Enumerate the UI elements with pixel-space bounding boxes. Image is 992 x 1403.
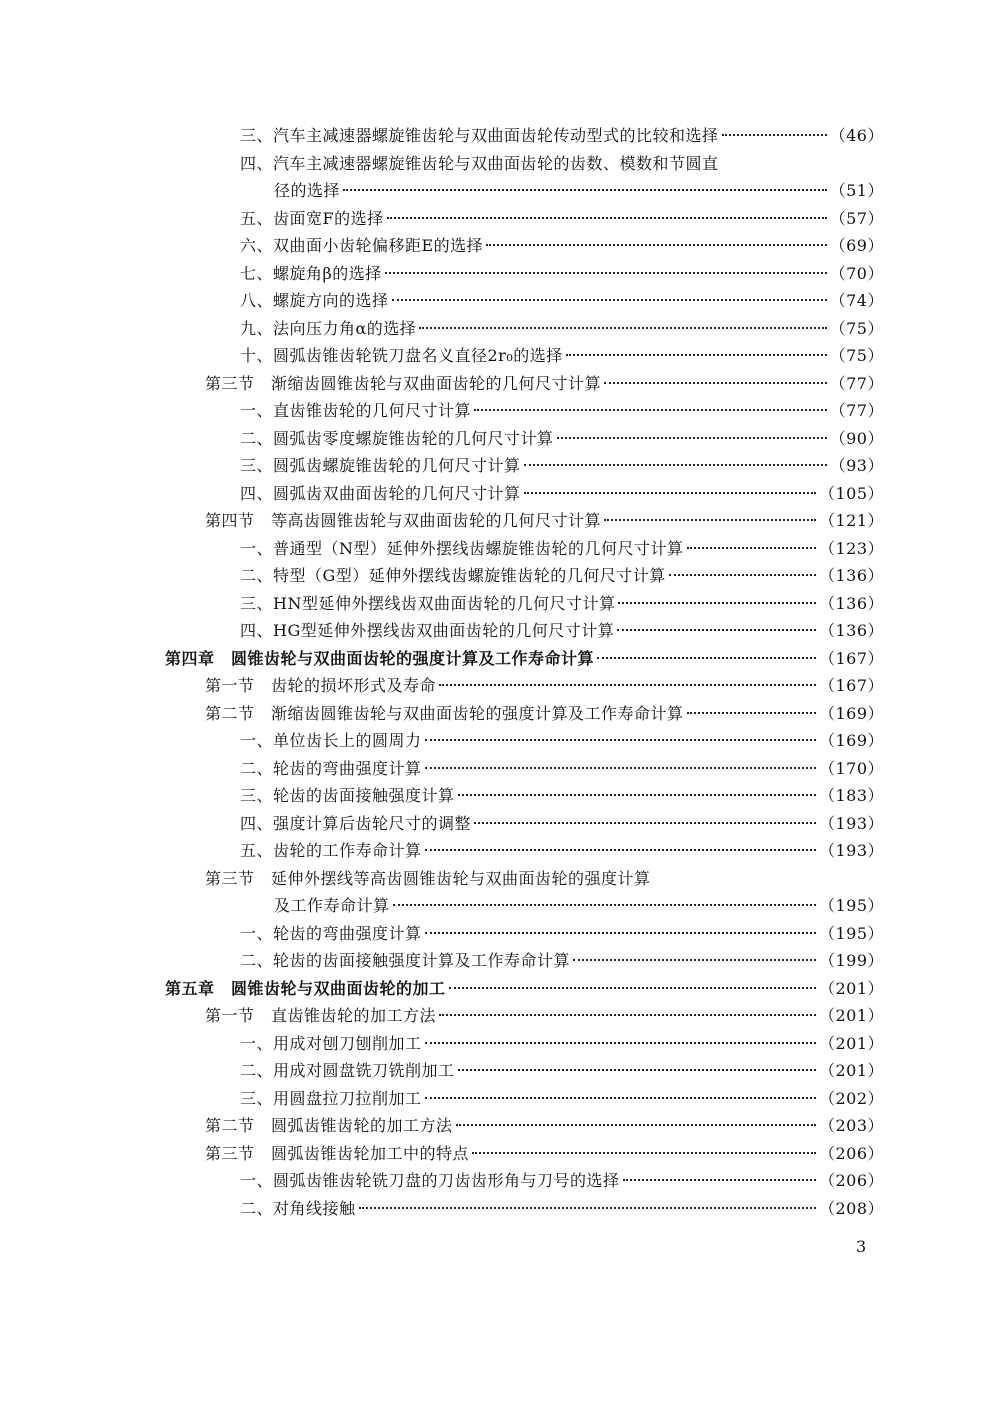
toc-entry-page: （206） xyxy=(818,1144,884,1163)
toc-entry xyxy=(240,564,884,588)
toc-entry-page: （167） xyxy=(818,649,884,668)
toc-entry-title: 九、法向压力角α的选择 xyxy=(240,319,417,338)
toc-entry-page: （77） xyxy=(829,401,884,420)
dot-leader xyxy=(439,1014,816,1016)
toc-entry-title: 第五章 圆锥齿轮与双曲面齿轮的加工 xyxy=(165,979,446,998)
toc-entry xyxy=(240,839,884,863)
toc-entry xyxy=(240,152,719,176)
toc-entry-page: （90） xyxy=(829,429,884,448)
dot-leader xyxy=(425,932,816,934)
toc-entry-page: （51） xyxy=(829,181,884,200)
toc-entry-page: （195） xyxy=(818,924,884,943)
toc-entry-page: （93） xyxy=(829,456,884,475)
toc-entry-page: （75） xyxy=(829,346,884,365)
page-number: 3 xyxy=(856,1237,867,1256)
dot-leader xyxy=(474,409,827,411)
toc-entry xyxy=(240,949,884,973)
toc-entry-title: 二、轮齿的弯曲强度计算 xyxy=(240,759,422,778)
toc-entry-page: （203） xyxy=(818,1116,884,1135)
toc-entry-page: （77） xyxy=(829,374,884,393)
dot-leader xyxy=(458,1069,816,1071)
dot-leader xyxy=(439,684,816,686)
toc-entry xyxy=(205,867,651,891)
toc-entry xyxy=(240,922,884,946)
dot-leader xyxy=(617,629,816,631)
toc-entry xyxy=(240,729,884,753)
dot-leader xyxy=(557,437,827,439)
toc-entry-title: 第一节 直齿锥齿轮的加工方法 xyxy=(205,1006,437,1025)
toc-entry xyxy=(205,372,884,396)
toc-entry xyxy=(274,894,884,918)
toc-entry-title: 四、强度计算后齿轮尺寸的调整 xyxy=(240,814,472,833)
toc-entry xyxy=(240,1032,884,1056)
toc-entry-page: （201） xyxy=(818,1006,884,1025)
toc-entry-page: （201） xyxy=(818,1034,884,1053)
dot-leader xyxy=(393,904,816,906)
toc-entry xyxy=(240,812,884,836)
toc-entry-title: 六、双曲面小齿轮偏移距E的选择 xyxy=(240,236,484,255)
dot-leader xyxy=(425,767,816,769)
toc-entry-title: 第二节 渐缩齿圆锥齿轮与双曲面齿轮的强度计算及工作寿命计算 xyxy=(205,704,684,723)
toc-entry-title: 七、螺旋角β的选择 xyxy=(240,264,382,283)
dot-leader xyxy=(597,657,816,659)
toc-entry-page: （70） xyxy=(829,264,884,283)
toc-entry xyxy=(240,289,884,313)
dot-leader xyxy=(387,217,827,219)
toc-entry-page: （170） xyxy=(818,759,884,778)
toc-entry-page: （74） xyxy=(829,291,884,310)
toc-entry xyxy=(240,619,884,643)
toc-chapter-entry xyxy=(165,647,884,671)
toc-entry xyxy=(240,124,884,148)
toc-entry-page: （121） xyxy=(818,511,884,530)
toc-entry-title: 八、螺旋方向的选择 xyxy=(240,291,389,310)
toc-entry xyxy=(240,482,884,506)
toc-entry-title: 二、圆弧齿零度螺旋锥齿轮的几何尺寸计算 xyxy=(240,429,554,448)
toc-entry xyxy=(240,1087,884,1111)
dot-leader xyxy=(604,519,816,521)
dot-leader xyxy=(474,822,816,824)
toc-entry-title: 第三节 延伸外摆线等高齿圆锥齿轮与双曲面齿轮的强度计算 xyxy=(205,869,651,888)
dot-leader xyxy=(472,1152,816,1154)
dot-leader xyxy=(456,1124,816,1126)
toc-entry-page: （193） xyxy=(818,841,884,860)
dot-leader xyxy=(623,1179,816,1181)
toc-entry-title: 十、圆弧齿锥齿轮铣刀盘名义直径2r₀的选择 xyxy=(240,346,563,365)
toc-entry xyxy=(240,454,884,478)
toc-entry-page: （57） xyxy=(829,209,884,228)
toc-entry xyxy=(240,537,884,561)
toc-entry xyxy=(240,262,884,286)
dot-leader xyxy=(566,354,827,356)
toc-entry-title: 及工作寿命计算 xyxy=(274,896,390,915)
toc-entry xyxy=(240,399,884,423)
dot-leader xyxy=(343,189,827,191)
toc-entry xyxy=(240,207,884,231)
dot-leader xyxy=(722,134,827,136)
toc-entry xyxy=(240,1059,884,1083)
toc-entry xyxy=(240,592,884,616)
toc-entry-title: 三、用圆盘拉刀拉削加工 xyxy=(240,1089,422,1108)
toc-entry-title: 五、齿轮的工作寿命计算 xyxy=(240,841,422,860)
dot-leader xyxy=(687,547,816,549)
toc-entry xyxy=(205,509,884,533)
toc-entry xyxy=(205,1114,884,1138)
toc-entry xyxy=(240,317,884,341)
toc-entry xyxy=(205,674,884,698)
dot-leader xyxy=(425,739,816,741)
toc-entry-title: 二、对角线接触 xyxy=(240,1199,356,1218)
dot-leader xyxy=(458,794,816,796)
toc-entry xyxy=(205,702,884,726)
toc-entry-page: （201） xyxy=(818,979,884,998)
toc-entry-page: （46） xyxy=(829,126,884,145)
dot-leader xyxy=(618,602,815,604)
dot-leader xyxy=(359,1207,816,1209)
toc-entry-title: 一、单位齿长上的圆周力 xyxy=(240,731,422,750)
dot-leader xyxy=(524,464,827,466)
toc-entry xyxy=(240,784,884,808)
toc-entry-page: （75） xyxy=(829,319,884,338)
toc-entry-title: 第二节 圆弧齿锥齿轮的加工方法 xyxy=(205,1116,453,1135)
toc-entry-title: 一、用成对刨刀刨削加工 xyxy=(240,1034,422,1053)
toc-entry-title: 三、圆弧齿螺旋锥齿轮的几何尺寸计算 xyxy=(240,456,521,475)
toc-entry-title: 四、圆弧齿双曲面齿轮的几何尺寸计算 xyxy=(240,484,521,503)
toc-entry-title: 第三节 圆弧齿锥齿轮加工中的特点 xyxy=(205,1144,470,1163)
toc-entry xyxy=(274,179,884,203)
dot-leader xyxy=(687,712,816,714)
toc-entry-title: 三、HN型延伸外摆线齿双曲面齿轮的几何尺寸计算 xyxy=(240,594,616,613)
toc-entry-title: 第四节 等高齿圆锥齿轮与双曲面齿轮的几何尺寸计算 xyxy=(205,511,602,530)
toc-entry-page: （136） xyxy=(818,594,884,613)
toc-entry-page: （208） xyxy=(818,1199,884,1218)
toc-entry-title: 第四章 圆锥齿轮与双曲面齿轮的强度计算及工作寿命计算 xyxy=(165,649,595,668)
toc-entry-title: 一、直齿锥齿轮的几何尺寸计算 xyxy=(240,401,472,420)
dot-leader xyxy=(385,272,827,274)
toc-entry xyxy=(240,1169,884,1193)
toc-entry-page: （169） xyxy=(818,704,884,723)
toc-entry-title: 五、齿面宽F的选择 xyxy=(240,209,384,228)
toc-entry xyxy=(240,1197,884,1221)
toc-entry-page: （193） xyxy=(818,814,884,833)
dot-leader xyxy=(449,987,816,989)
dot-leader xyxy=(392,299,827,301)
toc-entry xyxy=(205,1142,884,1166)
toc-entry-title: 三、汽车主减速器螺旋锥齿轮与双曲面齿轮传动型式的比较和选择 xyxy=(240,126,719,145)
toc-entry xyxy=(240,427,884,451)
toc-entry-page: （201） xyxy=(818,1061,884,1080)
toc-entry-page: （183） xyxy=(818,786,884,805)
toc-entry-page: （199） xyxy=(818,951,884,970)
toc-entry-page: （69） xyxy=(829,236,884,255)
toc-entry-title: 径的选择 xyxy=(274,181,341,200)
toc-entry-page: （136） xyxy=(818,621,884,640)
toc-entry-page: （202） xyxy=(818,1089,884,1108)
dot-leader xyxy=(486,244,826,246)
toc-entry-title: 一、轮齿的弯曲强度计算 xyxy=(240,924,422,943)
toc-entry-page: （123） xyxy=(818,539,884,558)
dot-leader xyxy=(573,959,816,961)
toc-entry-title: 一、普通型（N型）延伸外摆线齿螺旋锥齿轮的几何尺寸计算 xyxy=(240,539,684,558)
dot-leader xyxy=(524,492,816,494)
dot-leader xyxy=(425,1097,816,1099)
dot-leader xyxy=(669,574,816,576)
toc-entry-page: （169） xyxy=(818,731,884,750)
toc-entry-title: 二、特型（G型）延伸外摆线齿螺旋锥齿轮的几何尺寸计算 xyxy=(240,566,666,585)
toc-entry-title: 四、汽车主减速器螺旋锥齿轮与双曲面齿轮的齿数、模数和节圆直 xyxy=(240,154,719,173)
toc-entry-title: 一、圆弧齿锥齿轮铣刀盘的刀齿齿形角与刀号的选择 xyxy=(240,1171,620,1190)
toc-entry xyxy=(240,344,884,368)
toc-entry xyxy=(240,757,884,781)
toc-entry-page: （206） xyxy=(818,1171,884,1190)
toc-entry xyxy=(205,1004,884,1028)
toc-entry-title: 四、HG型延伸外摆线齿双曲面齿轮的几何尺寸计算 xyxy=(240,621,615,640)
dot-leader xyxy=(419,327,826,329)
dot-leader xyxy=(425,849,816,851)
toc-entry-title: 二、轮齿的齿面接触强度计算及工作寿命计算 xyxy=(240,951,571,970)
toc-entry-title: 三、轮齿的齿面接触强度计算 xyxy=(240,786,455,805)
toc-entry-page: （136） xyxy=(818,566,884,585)
toc-chapter-entry xyxy=(165,977,884,1001)
toc-entry-page: （105） xyxy=(818,484,884,503)
toc-entry-title: 二、用成对圆盘铣刀铣削加工 xyxy=(240,1061,455,1080)
dot-leader xyxy=(604,382,827,384)
toc-entry-title: 第三节 渐缩齿圆锥齿轮与双曲面齿轮的几何尺寸计算 xyxy=(205,374,602,393)
toc-entry xyxy=(240,234,884,258)
dot-leader xyxy=(425,1042,816,1044)
toc-entry-title: 第一节 齿轮的损坏形式及寿命 xyxy=(205,676,437,695)
toc-entry-page: （195） xyxy=(818,896,884,915)
toc-entry-page: （167） xyxy=(818,676,884,695)
